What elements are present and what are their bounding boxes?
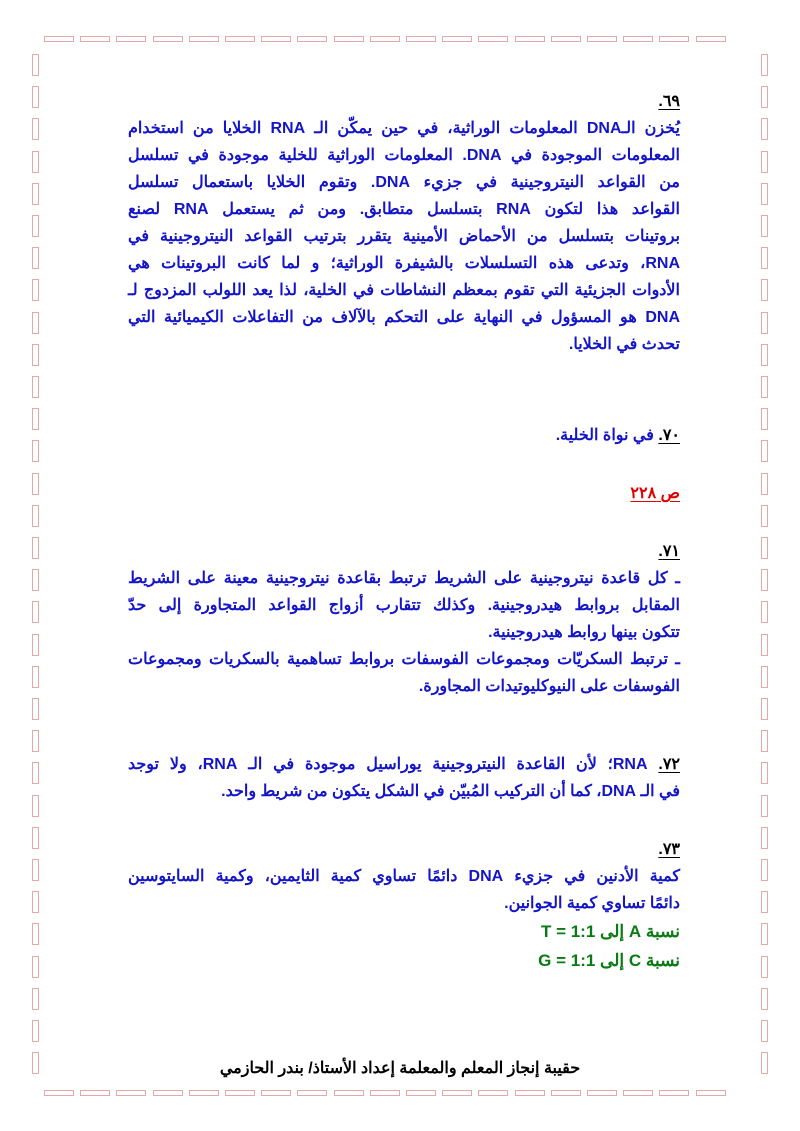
border-dash bbox=[761, 601, 768, 623]
border-dash bbox=[551, 1090, 581, 1096]
text-line: ـ كل قاعدة نيتروجينية على الشريط ترتبط بقاعدة نيتروجينية معينة على الشريط bbox=[128, 570, 680, 587]
border-dash bbox=[32, 118, 39, 140]
border-dash bbox=[32, 891, 39, 913]
border-dash bbox=[32, 730, 39, 752]
border-dash bbox=[761, 827, 768, 849]
footer-credit: حقيبة إنجاز المعلم والمعلمة إعداد الأستاذ/ بندر الحازمي bbox=[219, 1060, 581, 1077]
border-dash bbox=[478, 36, 508, 42]
answer-number: ٧١. bbox=[658, 543, 680, 560]
text-line: تحدث في الخلايا. bbox=[568, 336, 680, 353]
page-reference bbox=[128, 480, 680, 507]
border-dash bbox=[761, 215, 768, 237]
border-dash bbox=[761, 891, 768, 913]
border-dash bbox=[587, 36, 617, 42]
text-line: دائمًا تساوي كمية الجوانين. bbox=[504, 895, 680, 912]
border-dash bbox=[80, 1090, 110, 1096]
answer-number: ٧٢. bbox=[658, 756, 681, 773]
text-line: ـ ترتبط السكريّات ومجموعات الفوسفات بروابط تساهمية بالسكريات ومجموعات bbox=[128, 651, 680, 668]
border-dash bbox=[44, 36, 74, 42]
border-dash bbox=[32, 505, 39, 527]
text-line: المقابل بروابط هيدروجينية. وكذلك تتقارب أزواج القواعد المتجاورة إلى حدّ bbox=[128, 597, 680, 614]
border-dash bbox=[551, 36, 581, 42]
border-dash bbox=[32, 312, 39, 334]
answer-73 bbox=[128, 836, 680, 975]
border-dash bbox=[623, 36, 653, 42]
border-dash bbox=[761, 923, 768, 945]
border-dash bbox=[761, 408, 768, 430]
border-dash bbox=[761, 666, 768, 688]
border-dash bbox=[442, 1090, 472, 1096]
border-dash bbox=[761, 569, 768, 591]
border-dash bbox=[761, 86, 768, 108]
ratio-a-t: نسبة A إلى T = 1:1 bbox=[540, 922, 680, 941]
ratio-c-g: نسبة C إلى G = 1:1 bbox=[538, 951, 680, 970]
text-line: من القواعد النيتروجينية في جزيء DNA. وتقوم الخلايا باستعمال تسلسل bbox=[128, 174, 681, 191]
border-dash bbox=[32, 86, 39, 108]
border-dash bbox=[761, 1020, 768, 1042]
border-dash bbox=[761, 279, 768, 301]
border-dash bbox=[32, 279, 39, 301]
border-dash bbox=[261, 1090, 291, 1096]
border-dash bbox=[32, 601, 39, 623]
answer-number: ٧٣. bbox=[658, 841, 680, 858]
text-line: كمية الأدنين في جزيء DNA دائمًا تساوي كمية الثايمين، وكمية السايتوسين bbox=[128, 868, 680, 885]
border-dash bbox=[370, 1090, 400, 1096]
border-dash bbox=[623, 1090, 653, 1096]
border-dash bbox=[761, 247, 768, 269]
border-dash bbox=[189, 36, 219, 42]
border-dash bbox=[32, 408, 39, 430]
page-ref-text: ص ٢٢٨ bbox=[630, 485, 680, 502]
answer-72 bbox=[128, 751, 680, 805]
border-dash bbox=[696, 1090, 726, 1096]
border-dash bbox=[761, 859, 768, 881]
border-dash bbox=[32, 376, 39, 398]
border-dash bbox=[761, 183, 768, 205]
border-dash bbox=[334, 36, 364, 42]
border-dash bbox=[761, 54, 768, 76]
border-dash bbox=[587, 1090, 617, 1096]
border-dash bbox=[297, 36, 327, 42]
border-dash bbox=[32, 827, 39, 849]
border-dash bbox=[442, 36, 472, 42]
text-line: القواعد هذا لتكون RNA بتسلسل متطابق. ومن ثم يستعمل RNA لصنع bbox=[128, 201, 680, 218]
border-dash bbox=[32, 440, 39, 462]
border-dash bbox=[370, 36, 400, 42]
border-dash bbox=[761, 376, 768, 398]
border-dash bbox=[116, 1090, 146, 1096]
text-line: الفوسفات على النيوكليوتيدات المجاورة. bbox=[418, 678, 680, 695]
border-dash bbox=[761, 795, 768, 817]
border-dash bbox=[761, 988, 768, 1010]
text-line: في الـ DNA، كما أن التركيب المُبيّن في الشكل يتكون من شريط واحد. bbox=[221, 783, 680, 800]
text-line: المعلومات الموجودة في DNA. المعلومات الوراثية للخلية موجودة في تسلسل bbox=[128, 147, 680, 164]
border-dash bbox=[32, 247, 39, 269]
border-dash bbox=[761, 505, 768, 527]
border-dash bbox=[32, 795, 39, 817]
border-dash bbox=[225, 36, 255, 42]
border-dash bbox=[761, 151, 768, 173]
text-line: الأدوات الجزيئية التي تقوم بمعظم النشاطات في الخلية، لذا يعد اللولب المزدوج لـ bbox=[128, 282, 680, 299]
border-dash bbox=[406, 1090, 436, 1096]
border-dash bbox=[297, 1090, 327, 1096]
border-dash bbox=[32, 54, 39, 76]
border-dash bbox=[44, 1090, 74, 1096]
border-dash bbox=[153, 36, 183, 42]
border-dash bbox=[32, 537, 39, 559]
border-dash bbox=[478, 1090, 508, 1096]
border-dash bbox=[32, 151, 39, 173]
text-line: بروتينات بتسلسل من الأحماض الأمينية يتقرر بترتيب القواعد النيتروجينية في bbox=[128, 228, 680, 245]
answer-number: ٦٩. bbox=[658, 93, 680, 110]
border-dash bbox=[32, 956, 39, 978]
border-dash bbox=[761, 312, 768, 334]
border-dash bbox=[761, 698, 768, 720]
answer-70 bbox=[128, 422, 680, 449]
border-dash bbox=[761, 537, 768, 559]
text-line: يُخزن الـDNA المعلومات الوراثية، في حين يمكّن الـ RNA الخلايا من استخدام bbox=[128, 120, 681, 137]
border-dash bbox=[189, 1090, 219, 1096]
border-dash bbox=[32, 1020, 39, 1042]
border-dash bbox=[761, 730, 768, 752]
border-dash bbox=[32, 988, 39, 1010]
text-line: RNA، وتدعى هذه التسلسلات بالشيفرة الوراثية؛ و لما كانت البروتينات هي bbox=[128, 255, 680, 272]
answer-number: ٧٠. bbox=[658, 427, 680, 444]
answer-69 bbox=[128, 88, 680, 358]
border-dash bbox=[116, 36, 146, 42]
border-dash bbox=[32, 634, 39, 656]
border-dash bbox=[32, 215, 39, 237]
border-dash bbox=[406, 36, 436, 42]
border-dash bbox=[696, 36, 726, 42]
border-dash bbox=[225, 1090, 255, 1096]
border-dash bbox=[761, 634, 768, 656]
border-dash bbox=[761, 118, 768, 140]
border-dash bbox=[515, 1090, 545, 1096]
border-dash bbox=[32, 762, 39, 784]
border-dash bbox=[32, 859, 39, 881]
border-dash bbox=[761, 956, 768, 978]
text-line: RNA؛ لأن القاعدة النيتروجينية يوراسيل موجودة في الـ RNA، ولا توجد bbox=[128, 756, 648, 773]
border-dash bbox=[32, 698, 39, 720]
border-dash bbox=[761, 440, 768, 462]
text-line: تتكون بينها روابط هيدروجينية. bbox=[488, 624, 680, 641]
border-dash bbox=[659, 1090, 689, 1096]
border-dash bbox=[761, 344, 768, 366]
border-dash bbox=[32, 344, 39, 366]
answer-71 bbox=[128, 538, 680, 700]
border-dash bbox=[334, 1090, 364, 1096]
border-dash bbox=[153, 1090, 183, 1096]
answer-text: في نواة الخلية. bbox=[555, 427, 654, 444]
border-dash bbox=[32, 923, 39, 945]
border-dash bbox=[515, 36, 545, 42]
border-dash bbox=[761, 473, 768, 495]
border-dash bbox=[32, 473, 39, 495]
border-dash bbox=[261, 36, 291, 42]
border-dash bbox=[80, 36, 110, 42]
border-dash bbox=[659, 36, 689, 42]
border-dash bbox=[32, 666, 39, 688]
border-dash bbox=[32, 183, 39, 205]
border-dash bbox=[32, 569, 39, 591]
border-dash bbox=[761, 762, 768, 784]
text-line: DNA هو المسؤول في النهاية على التحكم بالآلاف من التفاعلات الكيميائية التي bbox=[128, 309, 680, 326]
